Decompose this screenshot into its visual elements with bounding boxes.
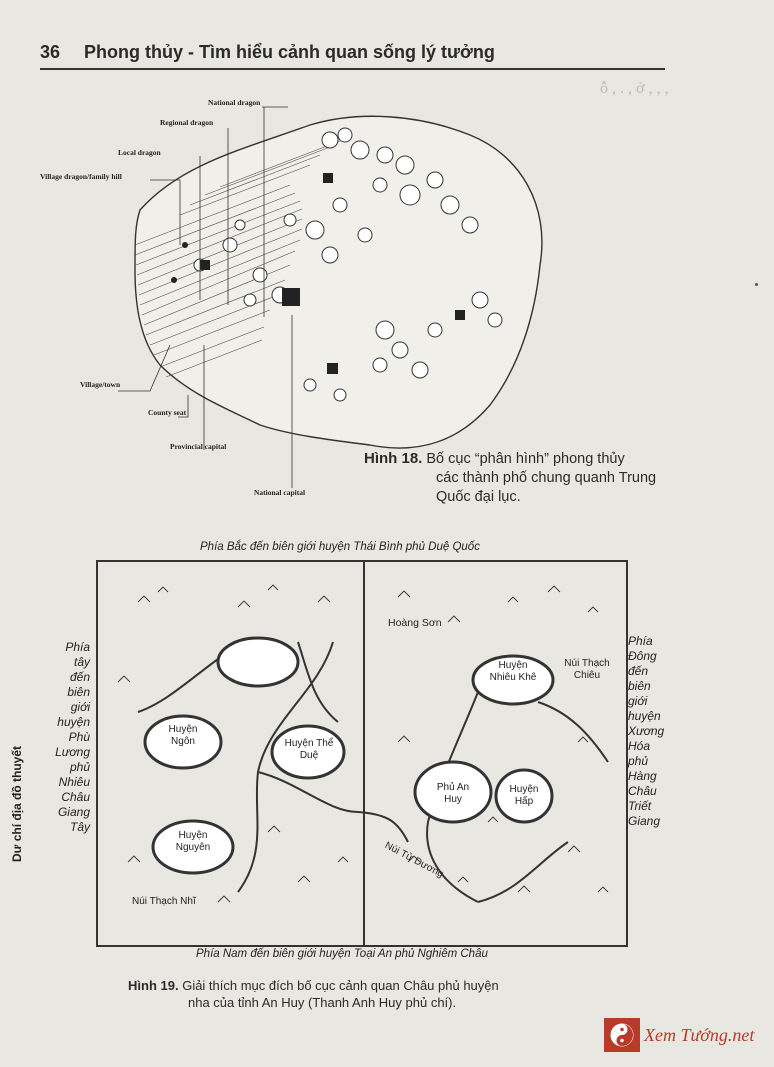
place-huyen-nhieu-khe: Huyện Nhiêu Khê [489, 660, 537, 683]
page-title: Phong thủy - Tìm hiểu cảnh quan sống lý tưởng [84, 42, 495, 62]
figure19-caption-line2: nha của tỉnh An Huy (Thanh Anh Huy phủ chí). [188, 995, 457, 1010]
figure19-drawing [98, 562, 626, 945]
figure19-map [96, 560, 628, 947]
figure19-right-side: Phía Đông đến biên giới huyện Xương Hóa phủ Hàng Châu Triết Giang [628, 634, 665, 828]
place-nui-tu-duong: Núi Tử Dương [382, 840, 446, 881]
figure18-caption [364, 449, 694, 507]
yin-yang-icon [604, 1018, 640, 1052]
page-header [40, 40, 665, 70]
label-village-dragon: Village dragon/family hill [40, 172, 122, 181]
figure18-map [40, 95, 560, 505]
place-nui-thach-chieu: Núi Thạch Chiêu [564, 658, 610, 681]
place-huyen-the-due: Huyện Thể Duệ [284, 738, 334, 761]
place-phu-an-huy: Phủ An Huy [436, 782, 470, 805]
place-huyen-nguyen: Huyện Nguyên [175, 830, 211, 853]
figure18-caption-line3: Quốc đại lục. [436, 489, 521, 505]
figure19-caption-line1: Giải thích mục đích bố cục cảnh quan Châu phủ huyện [182, 978, 499, 993]
place-huyen-ngon: Huyện Ngôn [168, 724, 198, 747]
label-village-town: Village/town [80, 380, 121, 389]
figure19-number: Hình 19. [128, 978, 179, 993]
speck [755, 283, 758, 286]
watermark [604, 1015, 754, 1055]
page-number: 36 [40, 42, 61, 62]
figure19-top-label: Phía Bắc đến biên giới huyện Thái Bình phủ Duệ Quốc [200, 541, 480, 553]
figure19-bottom-label: Phía Nam đến biên giới huyện Toại An phủ Nghiêm Châu [196, 948, 488, 960]
label-regional-dragon: Regional dragon [160, 118, 214, 127]
figure18-number: Hình 18. [364, 450, 423, 467]
label-national-capital: National capital [254, 488, 306, 497]
label-county-seat: County seat [148, 408, 187, 417]
figure19-caption [128, 977, 598, 1011]
watermark-text: Xem Tướng.net [644, 1024, 755, 1045]
figure19-left-side: Phía tây đến biên giới huyện Phù Lương phủ Nhiêu Châu Giang Tây [55, 640, 90, 834]
place-nui-thach-nhi: Núi Thạch Nhĩ [132, 896, 196, 907]
label-local-dragon: Local dragon [118, 148, 161, 157]
figure18-caption-line2: các thành phố chung quanh Trung [436, 470, 657, 486]
figure18-caption-line1: Bố cục “phân hình” phong thủy [426, 451, 625, 467]
place-huyen-hap: Huyện Hấp [509, 784, 539, 807]
label-national-dragon: National dragon [208, 98, 261, 107]
label-provincial-capital: Provincial capital [170, 442, 227, 451]
place-hoang-son: Hoàng Sơn [388, 617, 442, 629]
figure19-vertical-label: Dư chí địa đồ thuyết [10, 745, 24, 862]
